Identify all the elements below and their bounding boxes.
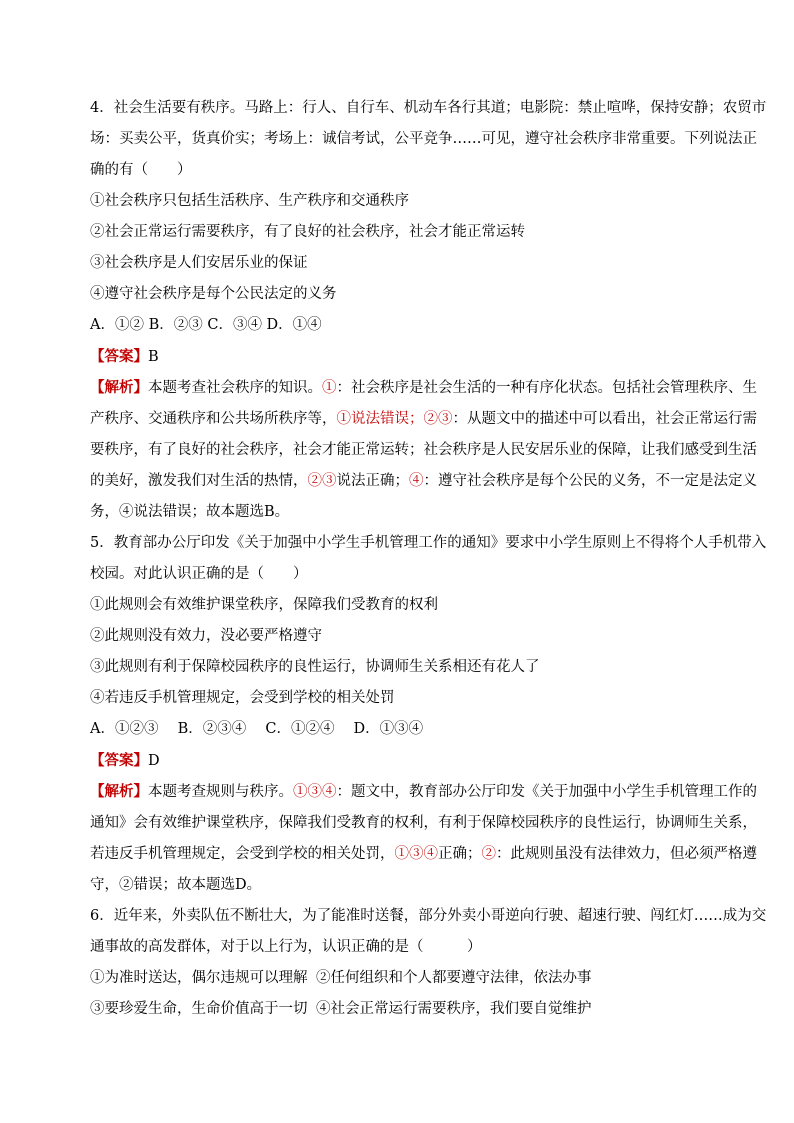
- question-stem-line: 场：买卖公平，货真价实；考场上：诚信考试，公平竞争……可见，遵守社会秩序非常重要。下列说法正: [90, 131, 757, 147]
- analysis-highlight: ②: [481, 846, 496, 862]
- option-item: ④社会正常运行需要秩序，我们要自觉维护: [316, 1001, 592, 1017]
- answer-line: [90, 751, 704, 771]
- analysis-text: ：题文中，教育部办公厅印发《关于加强中小学生手机管理工作的: [336, 784, 757, 800]
- option-item: ①为准时送达，偶尔违规可以理解: [90, 970, 308, 986]
- answer-value: B: [148, 349, 159, 365]
- question-stem-line: 校园。对此认识正确的是（ ）: [90, 566, 308, 582]
- analysis-text: 的美好，激发我们对生活的热情，: [90, 473, 308, 489]
- analysis-line: [90, 471, 757, 491]
- option-item: ①社会秩序只包括生活秩序、生产秩序和交通秩序: [90, 193, 409, 209]
- analysis-text: 通知》会有效维护课堂秩序，保障我们受教育的权利，有利于保障校园秩序的良性运行，协调师生关系，: [90, 815, 757, 831]
- answer-value: D: [148, 753, 160, 769]
- analysis-highlight: ①③④: [394, 846, 438, 862]
- analysis-text: 产秩序、交通秩序和公共场所秩序等，: [90, 411, 337, 427]
- option-item: ④若违反手机管理规定，会受到学校的相关处罚: [90, 690, 395, 706]
- question-4: [90, 98, 767, 522]
- analysis-line: [90, 378, 757, 398]
- analysis-block: [90, 782, 757, 895]
- analysis-highlight: ①说法错误；②③: [336, 411, 453, 427]
- option-item: ③社会秩序是人们安居乐业的保证: [90, 255, 308, 271]
- analysis-text: 正确；: [438, 846, 482, 862]
- analysis-line: [90, 440, 757, 460]
- option-item: ③要珍爱生命，生命价值高于一切: [90, 1001, 308, 1017]
- analysis-text: 务，④说法错误；故本题选B。: [90, 504, 290, 520]
- analysis-text: 本题考查规则与秩序。: [148, 784, 293, 800]
- question-stem-line: 5．教育部办公厅印发《关于加强中小学生手机管理工作的通知》要求中小学生原则上不得将个人手机带入: [90, 535, 767, 551]
- option-row: [90, 968, 704, 988]
- analysis-tag: 【解析】: [90, 379, 148, 396]
- question-6: [90, 906, 767, 1019]
- option-item: ②此规则没有效力，没必要严格遵守: [90, 628, 322, 644]
- analysis-text: 若违反手机管理规定，会受到学校的相关处罚，: [90, 846, 395, 862]
- answer-tag: 【答案】: [90, 348, 148, 365]
- answer-choices: A．①② B．②③ C．③④ D．①④: [90, 317, 322, 333]
- analysis-tag: 【解析】: [90, 783, 148, 800]
- analysis-block: [90, 378, 757, 522]
- answer-tag: 【答案】: [90, 752, 148, 769]
- analysis-line: [90, 813, 757, 833]
- analysis-highlight: ①: [322, 380, 337, 396]
- question-stem-line: 通事故的高发群体，对于以上行为，认识正确的是（ ）: [90, 939, 482, 955]
- analysis-text: ：此规则虽没有法律效力，但必须严格遵: [496, 846, 757, 862]
- option-item: ②任何组织和个人都要遵守法律，依法办事: [316, 970, 592, 986]
- question-stem-line: 确的有（ ）: [90, 162, 192, 178]
- question-stem-line: 4．社会生活要有秩序。马路上：行人、自行车、机动车各行其道；电影院：禁止喧哗，保持安静；农贸市: [90, 100, 767, 116]
- answer-line: [90, 347, 704, 367]
- analysis-highlight: ④: [409, 473, 424, 489]
- analysis-text: 要秩序，有了良好的社会秩序，社会才能正常运转；社会秩序是人民安居乐业的保障，让我们感受到生活: [90, 442, 757, 458]
- analysis-line: [90, 502, 704, 522]
- analysis-line: [90, 844, 757, 864]
- analysis-highlight: ②③: [307, 473, 337, 489]
- option-item: ②社会正常运行需要秩序，有了良好的社会秩序，社会才能正常运转: [90, 224, 525, 240]
- analysis-line: [90, 782, 757, 802]
- analysis-highlight: ①③④: [293, 784, 337, 800]
- analysis-text: 守，②错误；故本题选D。: [90, 877, 262, 893]
- option-item: ③此规则有利于保障校园秩序的良性运行，协调师生关系相还有花人了: [90, 659, 540, 675]
- analysis-text: ：从题文中的描述中可以看出，社会正常运行需: [452, 411, 757, 427]
- answer-choices: A．①②③ B．②③④ C．①②④ D．①③④: [90, 721, 424, 737]
- analysis-text: ：社会秩序是社会生活的一种有序化状态。包括社会管理秩序、生: [336, 380, 757, 396]
- question-5: [90, 533, 767, 895]
- option-item: ④遵守社会秩序是每个公民法定的义务: [90, 286, 337, 302]
- question-stem-line: 6．近年来，外卖队伍不断壮大，为了能准时送餐，部分外卖小哥逆向行驶、超速行驶、闯红灯……成为交: [90, 908, 767, 924]
- analysis-text: ：遵守社会秩序是每个公民的义务，不一定是法定义: [423, 473, 757, 489]
- analysis-text: 本题考查社会秩序的知识。: [148, 380, 322, 396]
- analysis-text: 说法正确；: [336, 473, 409, 489]
- option-item: ①此规则会有效维护课堂秩序，保障我们受教育的权利: [90, 597, 438, 613]
- analysis-line: [90, 409, 757, 429]
- option-row: [90, 999, 704, 1019]
- analysis-line: [90, 875, 704, 895]
